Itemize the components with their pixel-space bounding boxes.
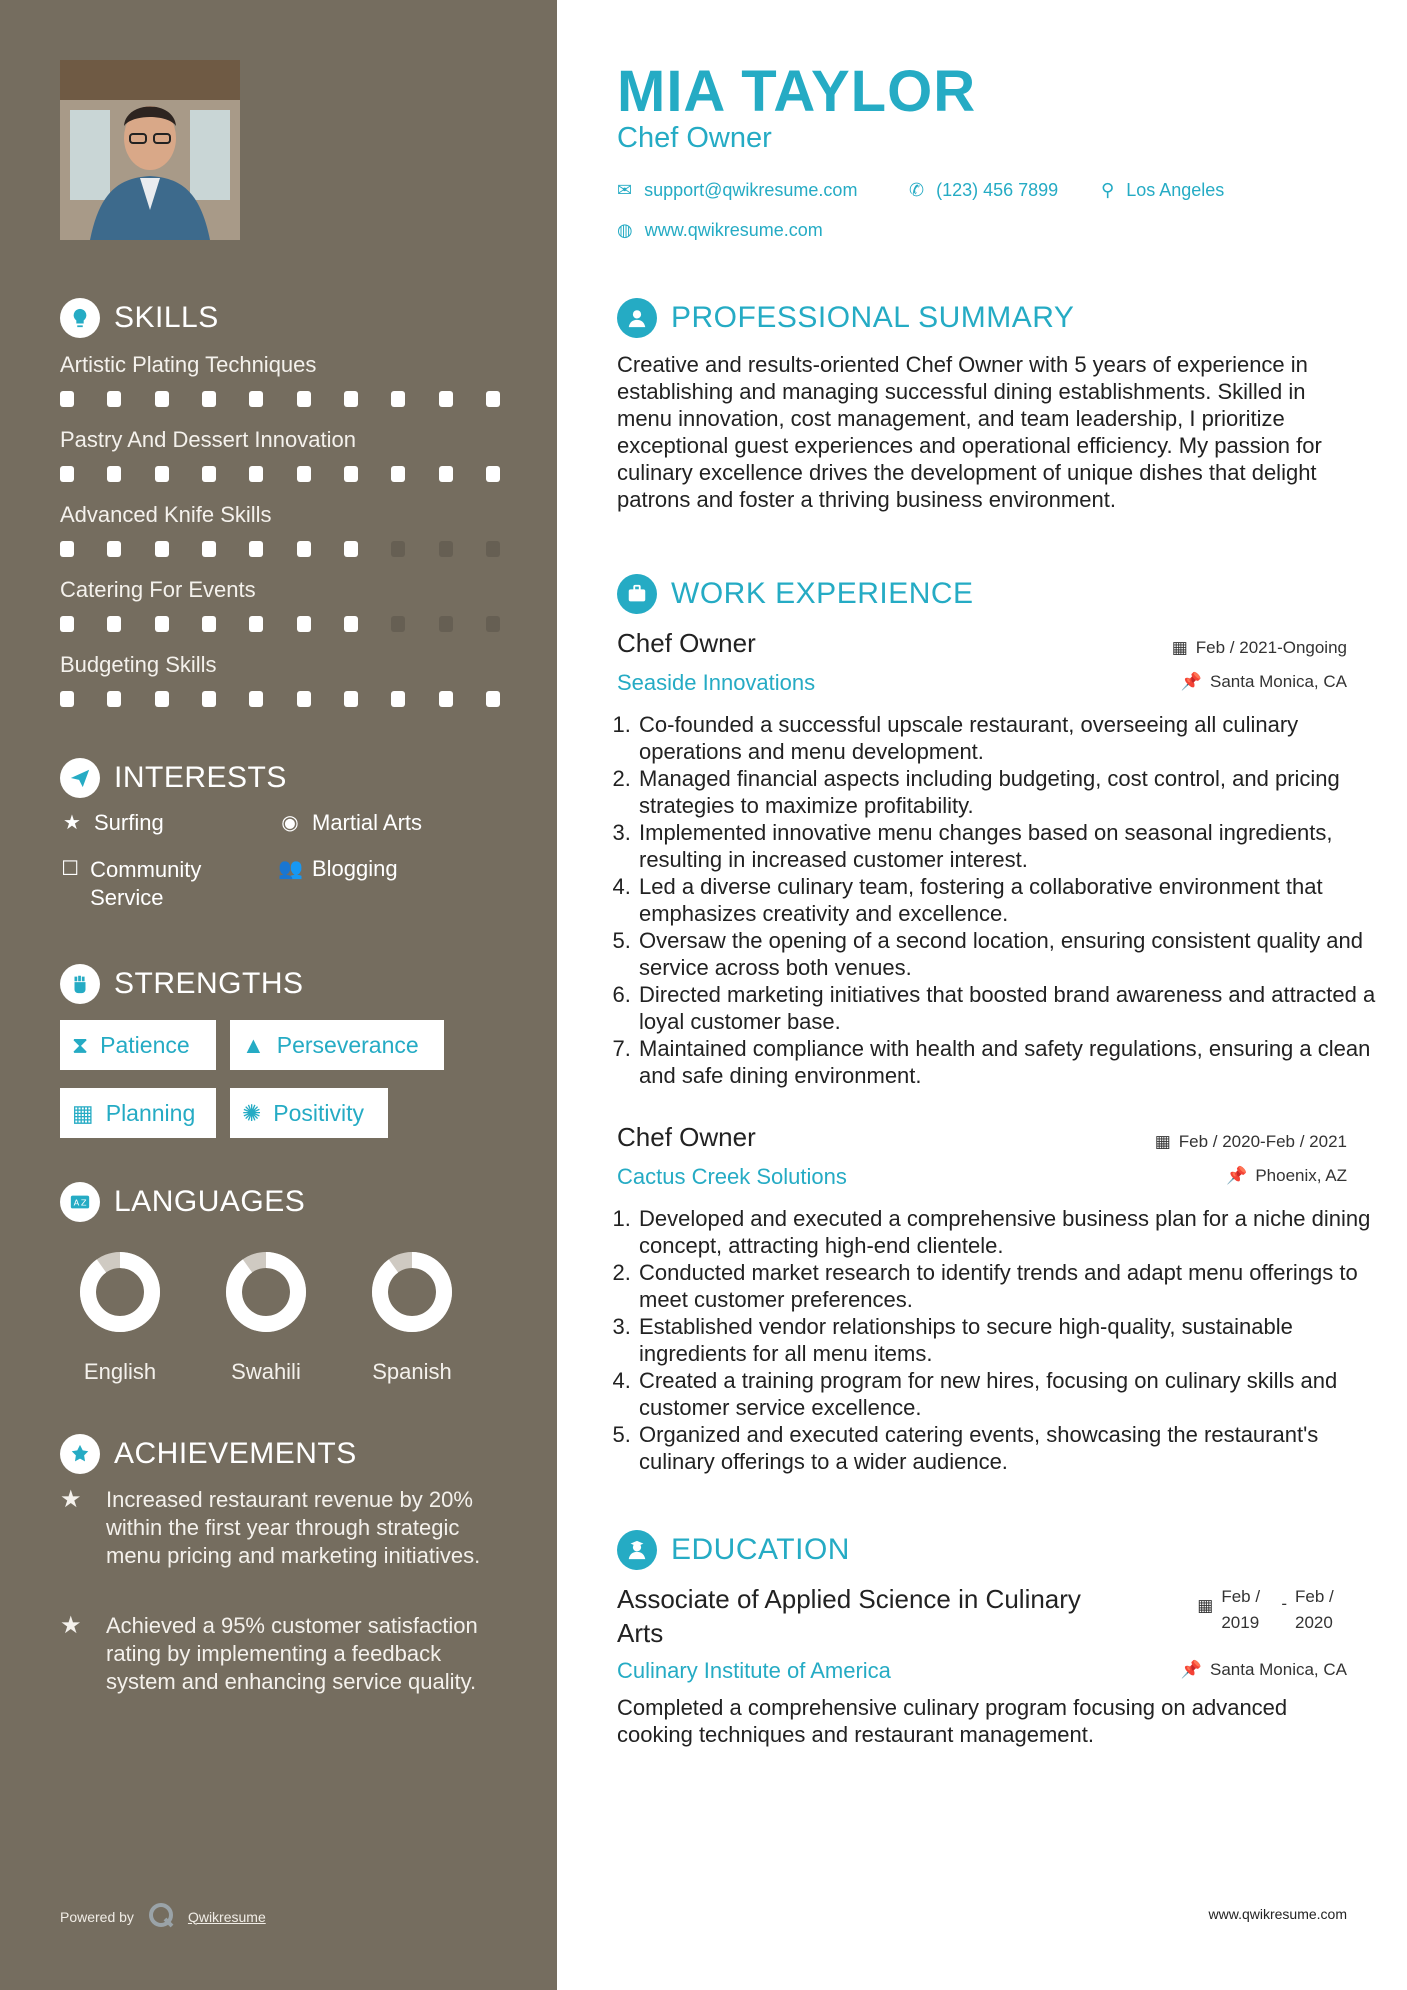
skill-dot: [486, 391, 500, 407]
skill-dot: [249, 616, 263, 632]
skill-dot: [486, 541, 500, 557]
skill-dot: [439, 466, 453, 482]
language-name: Spanish: [372, 1359, 452, 1384]
skill-dot: [297, 541, 311, 557]
degree-title: Associate of Applied Science in Culinary Arts: [617, 1584, 1081, 1648]
achievement-item: ★ Increased restaurant revenue by 20% within the first year through strategic menu pricing and marketing initiatives.: [60, 1486, 481, 1568]
interest-item: ★ Surfing: [60, 810, 164, 836]
skill-dot: [439, 616, 453, 632]
summary-heading: PROFESSIONAL SUMMARY: [617, 298, 1074, 338]
svg-text:A: A: [73, 1197, 80, 1208]
job-bullet: 4. Led a diverse culinary team, fostering a collaborative environment that emphasizes creativity and excellence.: [637, 873, 1387, 927]
pushpin-icon: 📌: [1180, 672, 1202, 691]
users-icon: 👥: [278, 858, 303, 880]
job-location: 📌 Santa Monica, CA: [1180, 672, 1347, 691]
strength-badge: ▦ Planning: [60, 1088, 216, 1138]
pushpin-icon: 📌: [1226, 1166, 1248, 1185]
skill-name: Budgeting Skills: [60, 652, 217, 677]
globe-icon: ◍: [617, 220, 633, 240]
job-title: Chef Owner: [617, 1122, 756, 1152]
calendar-icon: ▦: [1197, 1596, 1214, 1615]
skill-dot: [391, 391, 405, 407]
job-bullet: 2. Conducted market research to identify trends and adapt menu offerings to meet customer preferences.: [637, 1259, 1387, 1313]
user-icon: [617, 298, 657, 338]
shooting-star-icon: ★: [60, 1612, 82, 1639]
profile-photo: [60, 60, 240, 240]
skill-dot: [344, 616, 358, 632]
skill-dot: [486, 616, 500, 632]
skill-dot: [155, 541, 169, 557]
skill-dot: [60, 616, 74, 632]
skill-dot: [439, 541, 453, 557]
strength-badge: ✺ Positivity: [230, 1088, 388, 1138]
summary-text: Creative and results-oriented Chef Owner with 5 years of experience in establishing and managing successful dining establishments. Skilled in menu innovation, cost management, and team leadership, I prioritize exceptional guest experiences and operational efficiency. My passion for culinary excellence drives the development of unique dishes that delight patrons and foster a thriving business environment.: [617, 352, 1322, 512]
briefcase-icon: [617, 574, 657, 614]
school-name: Culinary Institute of America: [617, 1658, 891, 1683]
sun-icon: ✺: [242, 1099, 262, 1126]
job-dates: ▦ Feb / 2020-Feb / 2021: [1154, 1132, 1347, 1151]
education-location: 📌 Santa Monica, CA: [1180, 1660, 1347, 1679]
job-bullet: 5. Oversaw the opening of a second location, ensuring consistent quality and service across both venues.: [637, 927, 1387, 981]
skill-dot: [202, 466, 216, 482]
skill-dot: [391, 466, 405, 482]
interest-item: ☐ Community Service: [61, 857, 202, 910]
skill-dot: [155, 691, 169, 707]
job-bullets: [617, 1205, 1387, 1475]
sidebar: [0, 0, 557, 1990]
shooting-star-icon: ★: [60, 1486, 82, 1513]
qwikresume-logo-icon: [146, 1900, 176, 1933]
skill-rating: [60, 691, 500, 707]
skill-dot: [107, 541, 121, 557]
skill-dot: [344, 391, 358, 407]
envelope-icon: ✉: [617, 180, 633, 200]
skill-dot: [107, 616, 121, 632]
main-content: [557, 0, 1407, 1990]
skill-dot: [344, 691, 358, 707]
skill-dot: [155, 616, 169, 632]
skill-dot: [202, 541, 216, 557]
skill-dot: [155, 391, 169, 407]
interest-item: 👥 Blogging: [278, 856, 398, 881]
skill-dot: [391, 691, 405, 707]
job-bullet: 7. Maintained compliance with health and safety regulations, ensuring a clean and safe dining environment.: [637, 1035, 1387, 1089]
skill-dot: [60, 391, 74, 407]
skill-dot: [107, 466, 121, 482]
experience-heading: WORK EXPERIENCE: [617, 574, 974, 614]
fist-icon: [60, 964, 100, 1004]
contact-phone: ✆ (123) 456 7899: [909, 180, 1059, 200]
education-dates: ▦ Feb / 2019 - Feb / 2020: [1197, 1587, 1334, 1632]
paper-plane-icon: [60, 758, 100, 798]
skill-name: Catering For Events: [60, 577, 256, 602]
skill-dot: [202, 391, 216, 407]
language-item: [352, 1250, 472, 1385]
languages-heading: A Z LANGUAGES: [60, 1182, 305, 1222]
language-item: [60, 1250, 180, 1385]
skill-dot: [107, 691, 121, 707]
calendar-icon: ▦: [1171, 638, 1188, 657]
candidate-title: Chef Owner: [617, 122, 772, 154]
skill-dot: [202, 616, 216, 632]
skill-dot: [60, 541, 74, 557]
contact-email: ✉ support@qwikresume.com: [617, 180, 858, 200]
skill-dot: [155, 466, 169, 482]
skill-rating: [60, 616, 500, 632]
graduate-icon: [617, 1530, 657, 1570]
job-bullet: 6. Directed marketing initiatives that boosted brand awareness and attracted a loyal customer base.: [637, 981, 1387, 1035]
language-item: [206, 1250, 326, 1385]
calendar-icon: ▦: [72, 1099, 94, 1126]
job-bullets: [617, 711, 1387, 1089]
skill-dot: [60, 691, 74, 707]
translate-icon: [60, 1182, 100, 1222]
language-name: Swahili: [231, 1359, 301, 1384]
skill-dot: [486, 691, 500, 707]
skill-dot: [60, 466, 74, 482]
qwikresume-link[interactable]: Qwikresume: [187, 1908, 266, 1925]
skill-dot: [344, 466, 358, 482]
skill-dot: [439, 391, 453, 407]
job-bullet: 5. Organized and executed catering events, showcasing the restaurant's culinary offerings to a wider audience.: [637, 1421, 1387, 1475]
achievements-heading: ACHIEVEMENTS: [60, 1434, 357, 1474]
language-name: English: [83, 1359, 157, 1384]
skill-name: Advanced Knife Skills: [60, 502, 272, 527]
candidate-name: MIA TAYLOR: [617, 59, 977, 124]
strength-badge: ⧗ Patience: [60, 1020, 216, 1070]
skill-dot: [249, 691, 263, 707]
skill-rating: [60, 466, 500, 482]
education-heading: EDUCATION: [617, 1530, 850, 1570]
language-ring: [224, 1250, 308, 1334]
skill-dot: [249, 391, 263, 407]
strengths-heading: STRENGTHS: [60, 964, 304, 1004]
svg-text:Z: Z: [80, 1197, 88, 1208]
skill-dot: [107, 391, 121, 407]
star-icon: ★: [63, 812, 81, 834]
skill-dot: [202, 691, 216, 707]
skill-name: Artistic Plating Techniques: [60, 352, 317, 377]
education-text: Completed a comprehensive culinary program focusing on advanced cooking techniques and restaurant management.: [617, 1695, 1288, 1747]
job-dates: ▦ Feb / 2021-Ongoing: [1171, 638, 1347, 657]
skill-dot: [391, 541, 405, 557]
job-bullet: 3. Established vendor relationships to secure high-quality, sustainable ingredients for all menu items.: [637, 1313, 1387, 1367]
skill-name: Pastry And Dessert Innovation: [60, 427, 356, 452]
skill-rating: [60, 541, 500, 557]
skill-dot: [249, 466, 263, 482]
company-name: Seaside Innovations: [617, 670, 816, 695]
skills-heading: SKILLS: [60, 298, 219, 338]
job-bullet: 1. Developed and executed a comprehensive business plan for a niche dining concept, attracting high-end clientele.: [637, 1205, 1387, 1259]
company-name: Cactus Creek Solutions: [617, 1164, 847, 1189]
skill-dot: [249, 541, 263, 557]
skill-dot: [297, 391, 311, 407]
language-ring: [370, 1250, 454, 1334]
contact-website: ◍ www.qwikresume.com: [617, 220, 823, 240]
achievement-item: ★ Achieved a 95% customer satisfaction rating by implementing a feedback system and enhancing service quality.: [60, 1612, 478, 1694]
skill-dot: [297, 616, 311, 632]
hand-icon: ☐: [61, 858, 80, 880]
phone-icon: ✆: [909, 180, 925, 200]
skill-dot: [297, 466, 311, 482]
job-title: Chef Owner: [617, 628, 756, 658]
skill-dot: [297, 691, 311, 707]
pushpin-icon: 📌: [1180, 1660, 1202, 1679]
skill-dot: [486, 466, 500, 482]
skill-rating: [60, 391, 500, 407]
skill-dot: [344, 541, 358, 557]
skill-dot: [391, 616, 405, 632]
job-bullet: 2. Managed financial aspects including budgeting, cost control, and pricing strategies to maximize profitability.: [637, 765, 1387, 819]
interest-item: ◉ Martial Arts: [278, 810, 422, 836]
job-bullet: 3. Implemented innovative menu changes based on seasonal ingredients, resulting in increased customer interest.: [637, 819, 1387, 873]
job-bullet: 1. Co-founded a successful upscale restaurant, overseeing all culinary operations and menu development.: [637, 711, 1387, 765]
calendar-icon: ▦: [1154, 1132, 1171, 1151]
strength-badge: ▲ Perseverance: [230, 1020, 444, 1070]
contact-location: ⚲ Los Angeles: [1101, 180, 1225, 200]
skill-dot: [439, 691, 453, 707]
trophy-star-icon: [60, 1434, 100, 1474]
footer-website[interactable]: www.qwikresume.com: [1208, 1906, 1347, 1922]
road-icon: ▲: [242, 1031, 265, 1058]
map-pin-icon: ⚲: [1101, 180, 1115, 200]
interests-heading: INTERESTS: [60, 758, 287, 798]
lightbulb-icon: [60, 298, 100, 338]
language-ring: [78, 1250, 162, 1334]
globe-icon: ◉: [281, 812, 299, 834]
job-bullet: 4. Created a training program for new hires, focusing on culinary skills and customer service excellence.: [637, 1367, 1387, 1421]
hourglass-icon: ⧗: [72, 1031, 89, 1058]
job-location: 📌 Phoenix, AZ: [1226, 1166, 1347, 1185]
powered-by: Powered by Qwikresume: [60, 1900, 266, 1933]
